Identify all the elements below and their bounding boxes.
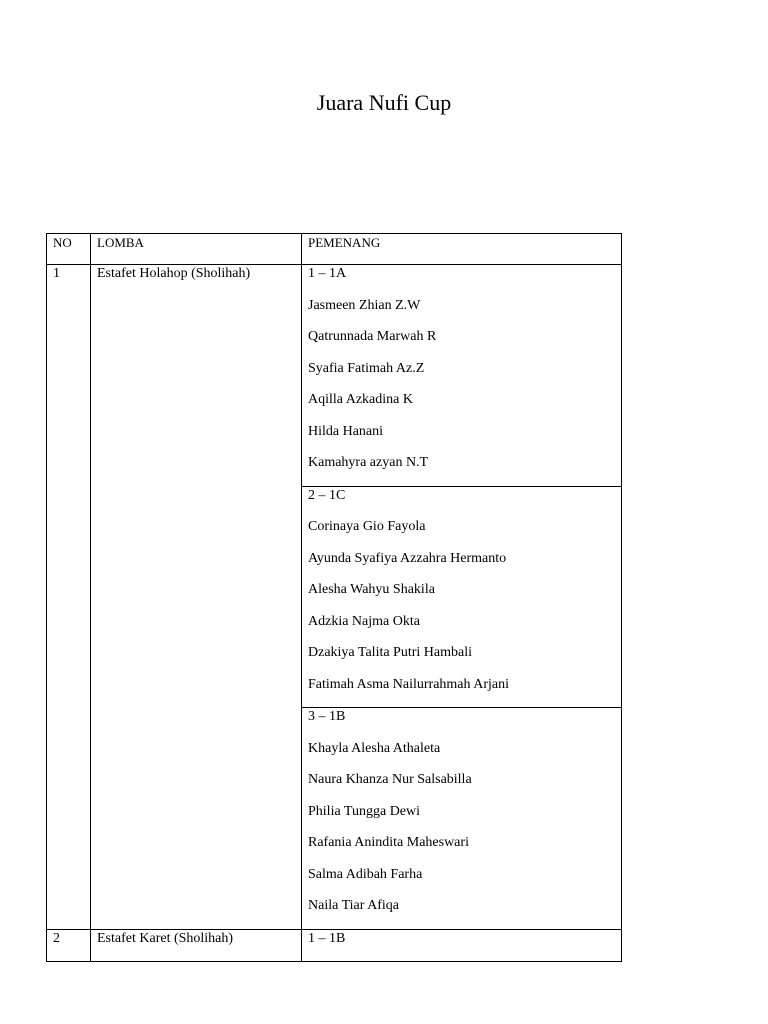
winner-group [302,708,622,930]
winner-name: Alesha Wahyu Shakila [308,582,435,597]
winner-name: Salma Adibah Farha [308,866,423,882]
winner-name: Hilda Hanani [308,423,384,439]
competition-name [91,929,302,962]
winner-rank-label: 3 – 1B [308,709,346,724]
table-row [47,929,622,962]
row-number-text: 2 [53,930,60,946]
header-no: NO [47,234,91,265]
table-header-row [47,234,622,265]
winner-name: Aqilla Azkadina K [308,392,413,407]
row-number [47,265,91,930]
winner-rank-label: 2 – 1C [308,487,346,503]
winner-name: Philia Tungga Dewi [308,803,421,819]
winner-name: Khayla Alesha Athaleta [308,740,441,756]
winner-group [302,929,622,962]
header-lomba: LOMBA [91,234,302,265]
competition-name [91,265,302,930]
header-pemenang: PEMENANG [302,234,622,265]
winner-rank-label: 1 – 1A [308,266,347,281]
winner-group [302,265,622,487]
winner-name: Rafania Anindita Maheswari [308,835,469,850]
row-number-text: 1 [53,266,60,281]
results-table-body [47,234,622,962]
winner-name: Syafia Fatimah Az.Z [308,360,425,376]
winner-name: Dzakiya Talita Putri Hambali [308,645,472,660]
winner-name: Corinaya Gio Fayola [308,519,426,534]
table-row [47,265,622,487]
winner-name: Fatimah Asma Nailurrahmah Arjani [308,676,510,692]
winner-name: Kamahyra azyan N.T [308,455,429,470]
document-title: Juara Nufi Cup [316,90,452,115]
winner-rank-label: 1 – 1B [308,930,346,946]
winner-name: Naura Khanza Nur Salsabilla [308,772,472,787]
winner-name: Adzkia Najma Okta [308,613,420,629]
competition-name-text: Estafet Holahop (Sholihah) [97,266,251,281]
winner-group [302,486,622,708]
winner-name: Qatrunnada Marwah R [308,329,437,344]
winner-name: Naila Tiar Afiqa [308,898,399,913]
row-number [47,929,91,962]
results-table [46,233,622,962]
competition-name-text: Estafet Karet (Sholihah) [97,930,234,946]
winner-name: Jasmeen Zhian Z.W [308,297,421,313]
winner-name: Ayunda Syafiya Azzahra Hermanto [308,550,507,566]
